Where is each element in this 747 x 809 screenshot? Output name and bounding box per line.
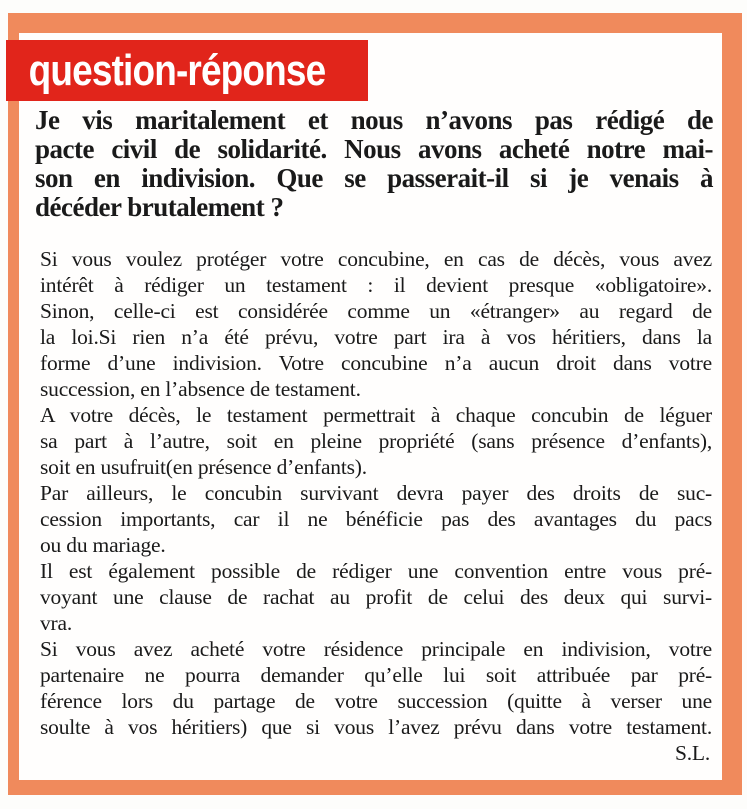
answer-line: Sinon, celle-ci est considérée comme un «étranger» au regard de — [40, 299, 712, 323]
answer-line: Si vous avez acheté votre résidence principale en indivision, votre — [40, 637, 712, 661]
question-line: pacte civil de solidarité. Nous avons acheté notre mai- — [35, 134, 713, 164]
answer-line: partenaire ne pourra demander qu’elle lui soit attribuée par pré- — [40, 663, 712, 687]
answer-line: succession, en l’absence de testament. — [40, 377, 361, 401]
answer-line: intérêt à rédiger un testament : il devient presque «obligatoire». — [40, 273, 712, 297]
answer-line: Il est également possible de rédiger une convention entre vous pré- — [40, 559, 712, 583]
answer-text — [40, 246, 712, 766]
answer-line: vra. — [40, 611, 73, 635]
answer-line: soulte à vos héritiers) que si vous l’avez prévu dans votre testament. — [40, 715, 712, 739]
answer-line: Par ailleurs, le concubin survivant devra payer des droits de suc- — [40, 481, 712, 505]
answer-line: ou du mariage. — [40, 533, 166, 557]
answer-line: voyant une clause de rachat au profit de celui des deux qui survi- — [40, 585, 712, 609]
answer-line: la loi.Si rien n’a été prévu, votre part ira à vos héritiers, dans la — [40, 325, 712, 349]
question-line: Je vis maritalement et nous n’avons pas rédigé de — [35, 105, 713, 135]
question-heading — [35, 106, 713, 222]
section-banner — [6, 40, 368, 101]
answer-line: A votre décès, le testament permettrait à chaque concubin de léguer — [40, 403, 712, 427]
answer-line: forme d’une indivision. Votre concubine n’a aucun droit dans votre — [40, 351, 712, 375]
answer-line: Si vous voulez protéger votre concubine, en cas de décès, vous avez — [40, 247, 712, 271]
answer-line: sa part à l’autre, soit en pleine propriété (sans présence d’enfants), — [40, 429, 712, 453]
answer-line: soit en usufruit(en présence d’enfants). — [40, 455, 367, 479]
banner-label: question-réponse — [28, 45, 326, 95]
question-line: décéder brutalement ? — [35, 192, 284, 222]
answer-line: férence lors du partage de votre succession (quitte à verser une — [40, 689, 712, 713]
signature: S.L. — [674, 741, 710, 765]
question-line: son en indivision. Que se passerait-il si je venais à — [35, 163, 713, 193]
answer-line: cession importants, car il ne bénéficie pas des avantages du pacs — [40, 507, 712, 531]
